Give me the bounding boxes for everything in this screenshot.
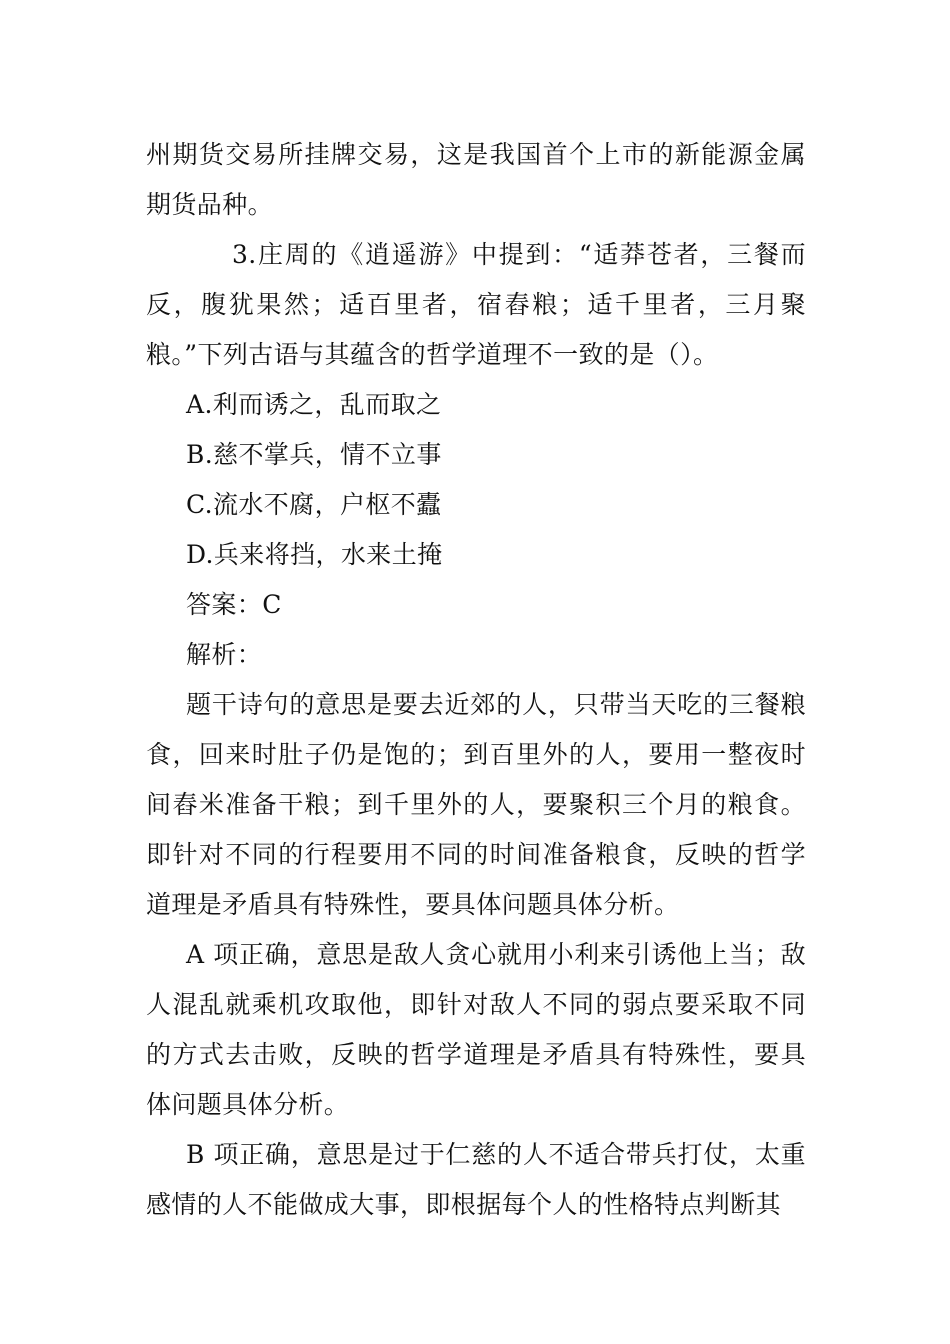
document-body	[146, 130, 806, 1230]
option-c: C.流水不腐，户枢不蠹	[186, 490, 442, 519]
option-b: B.慈不掌兵，情不立事	[186, 440, 442, 469]
option-d: D.兵来将挡，水来土掩	[186, 540, 443, 569]
intro-continuation-paragraph: 州期货交易所挂牌交易，这是我国首个上市的新能源金属期货品种。	[146, 140, 806, 219]
analysis-option-b-paragraph: B 项正确，意思是过于仁慈的人不适合带兵打仗，太重感情的人不能做成大事，即根据每个人的性格特点判断其	[146, 1140, 806, 1219]
answer-line: 答案：C	[186, 590, 282, 619]
analysis-label: 解析：	[186, 640, 263, 669]
analysis-option-a-paragraph: A 项正确，意思是敌人贪心就用小利来引诱他上当；敌人混乱就乘机攻取他，即针对敌人不同的弱点要采取不同的方式去击败，反映的哲学道理是矛盾具有特殊性，要具体问题具体分析。	[146, 940, 806, 1119]
question-paragraph: 3.庄周的《逍遥游》中提到：“适莽苍者，三餐而反，腹犹果然；适百里者，宿舂粮；适千里者，三月聚粮。”下列古语与其蕴含的哲学道理不一致的是（）。	[146, 240, 806, 369]
option-a: A.利而诱之，乱而取之	[186, 390, 442, 419]
analysis-main-paragraph: 题干诗句的意思是要去近郊的人，只带当天吃的三餐粮食，回来时肚子仍是饱的；到百里外的人，要用一整夜时间舂米准备干粮；到千里外的人，要聚积三个月的粮食。即针对不同的行程要用不同的时间准备粮食，反映的哲学道理是矛盾具有特殊性，要具体问题具体分析。	[146, 690, 806, 919]
